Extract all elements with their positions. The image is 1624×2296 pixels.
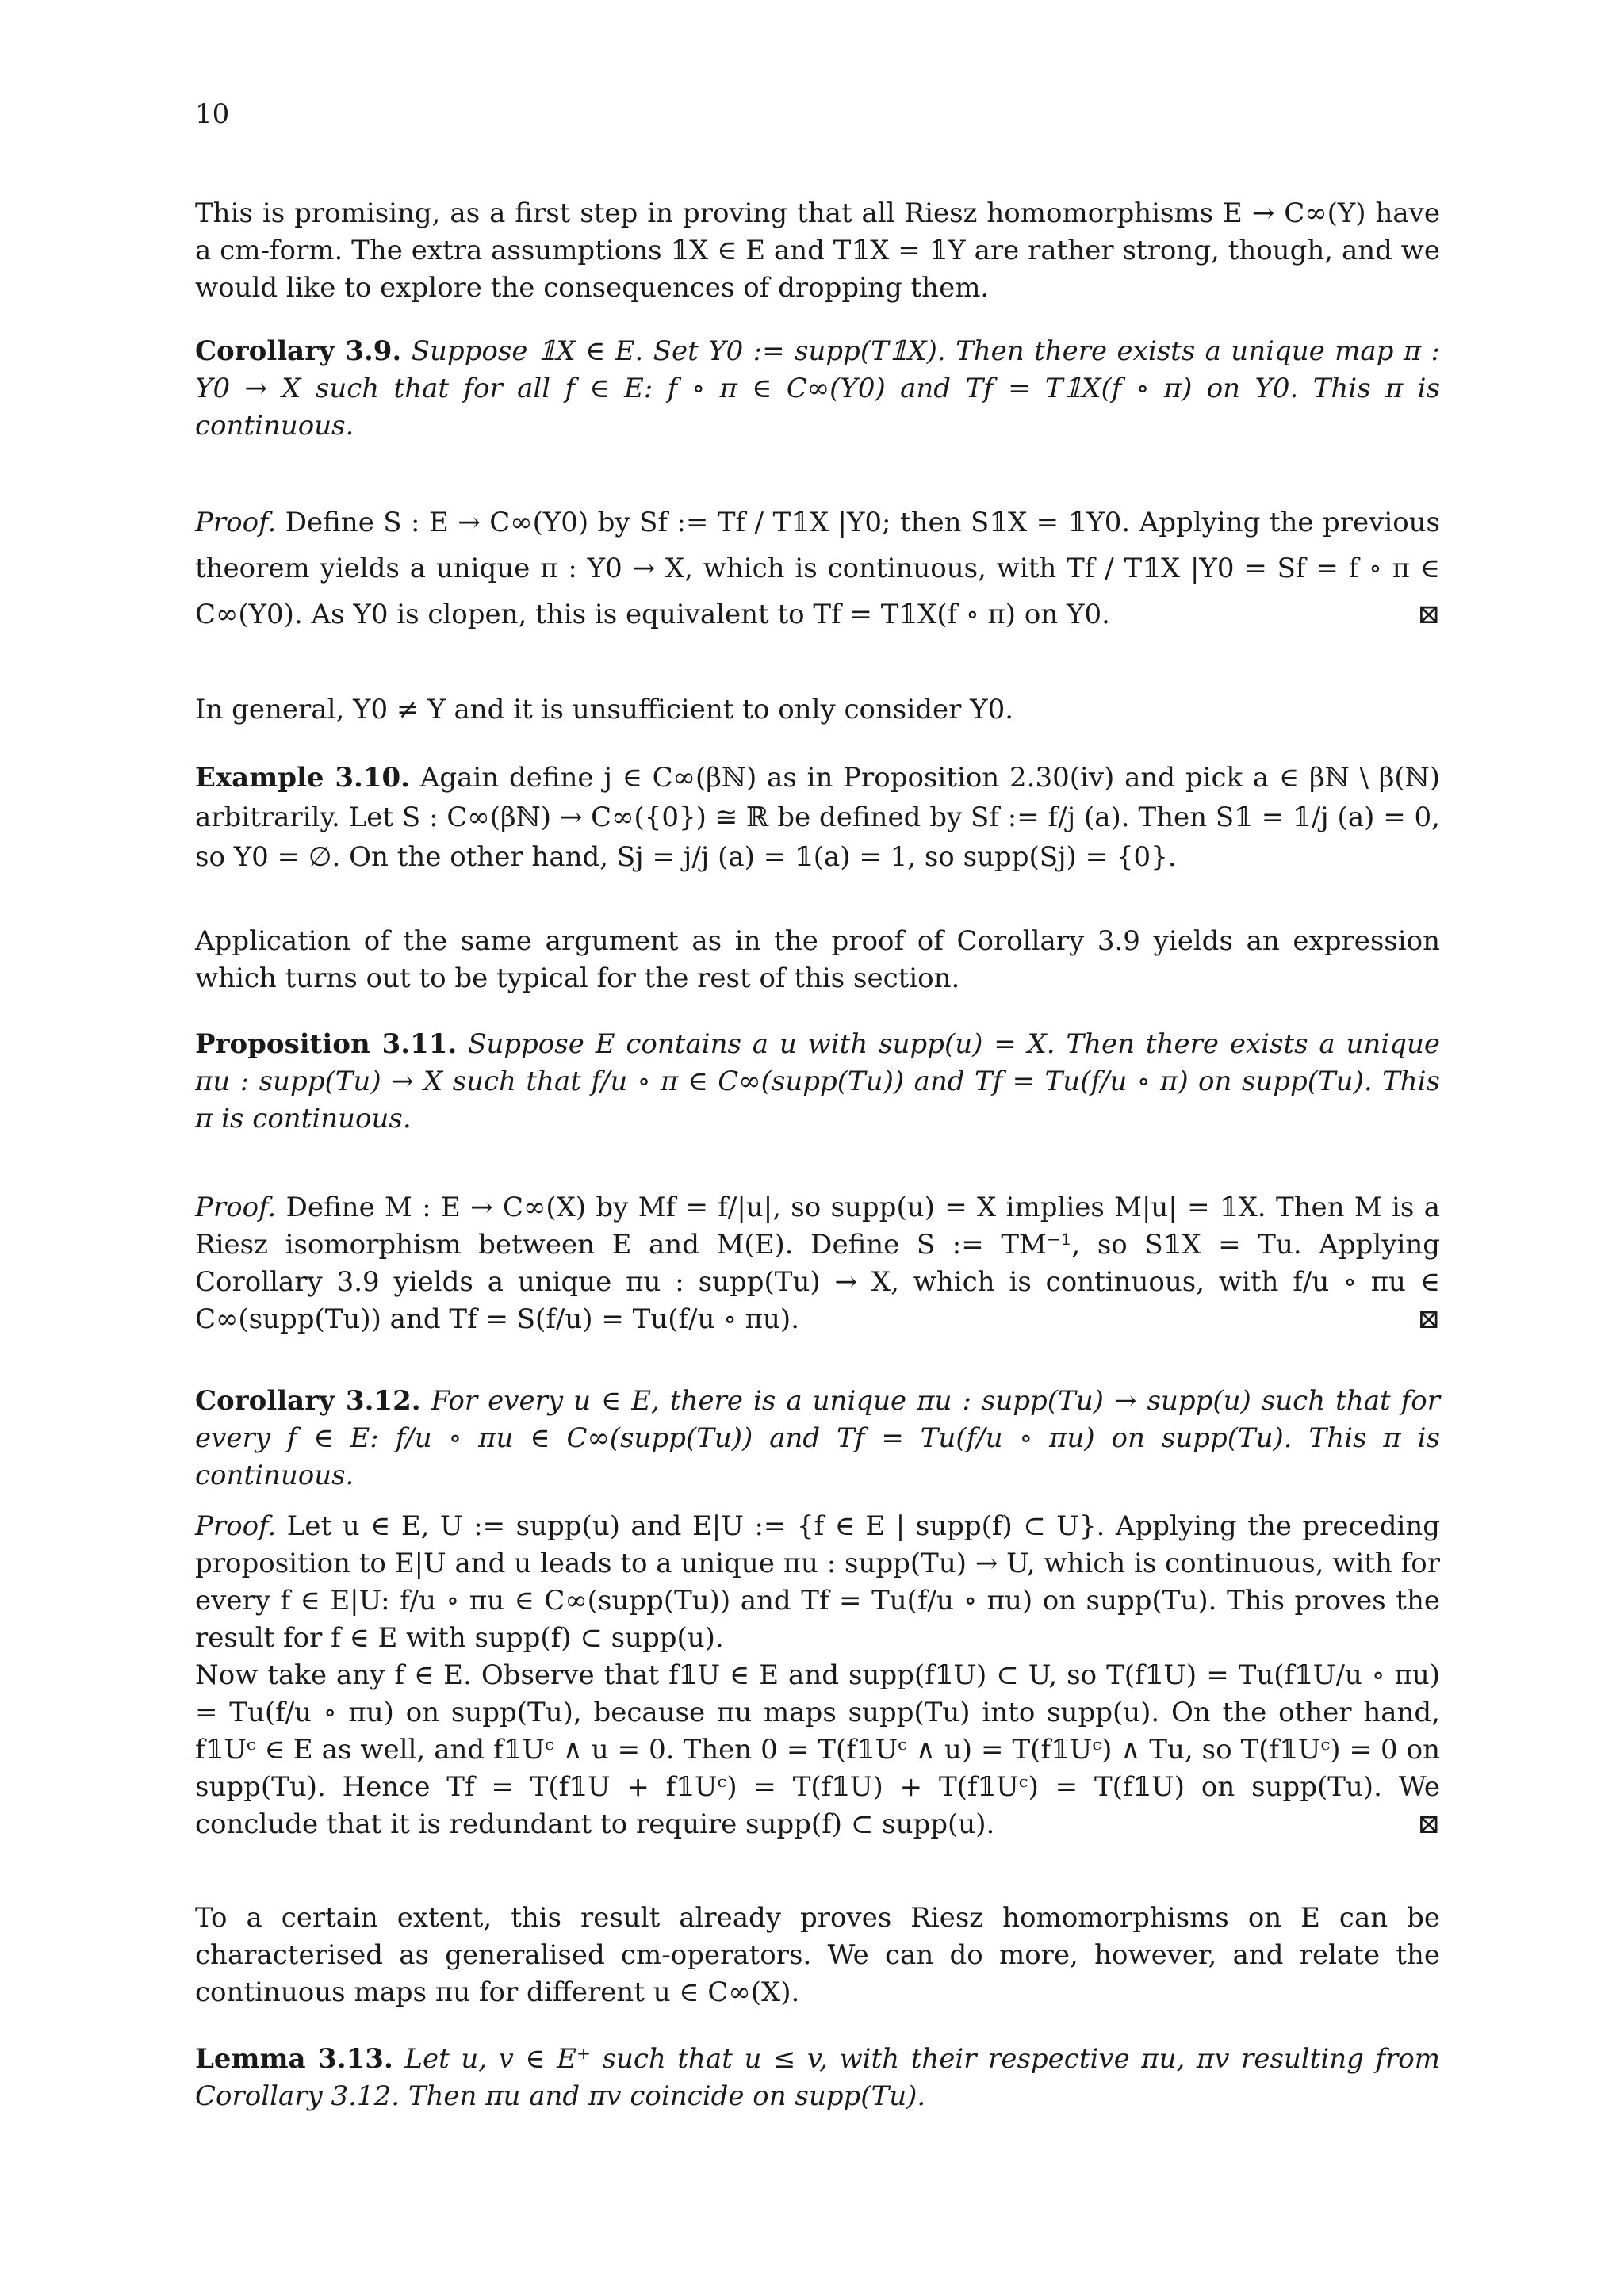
paragraph-application-text: Application of the same argument as in the proof of Corollary 3.9 yields an expression which turns out to be typical for the rest of this section.	[195, 925, 1440, 994]
example-3-10	[195, 758, 1440, 877]
proof-3-9-label: Proof.	[195, 507, 277, 538]
paragraph-application	[195, 923, 1440, 997]
corollary-3-12-label: Corollary 3.12.	[195, 1385, 421, 1417]
proof-3-12-label: Proof.	[195, 1510, 277, 1542]
qed-icon: ⊠	[1417, 1808, 1440, 1840]
corollary-3-9-text: Suppose 𝟙X ∈ E. Set Y0 := supp(T𝟙X). Then there exists a unique map π : Y0 → X such that for all f ∈ E: f ∘ π ∈ C∞(Y0) and Tf = T𝟙X(f ∘ π) on Y0. This π is continuous.	[195, 335, 1441, 442]
paragraph-extent-text: To a certain extent, this result already proves Riesz homomorphisms on E can be characterised as generalised cm-operators. We can do more, however, and relate the continuous maps πu for different u ∈ C∞(X).	[195, 1902, 1440, 2008]
corollary-3-12-text: For every u ∈ E, there is a unique πu : supp(Tu) → supp(u) such that for every f ∈ E: f/u ∘ πu ∈ C∞(supp(Tu)) and Tf = Tu(f/u ∘ πu) on supp(Tu). This π is continuous.	[195, 1385, 1440, 1491]
paragraph-general	[195, 691, 1440, 729]
proof-3-11-label: Proof.	[195, 1192, 277, 1223]
paragraph-intro-text: This is promising, as a first step in proving that all Riesz homomorphisms E → C∞(Y) have a cm-form. The extra assumptions 𝟙X ∈ E and T𝟙X = 𝟙Y are rather strong, though, and we would like to explore the consequences of dropping them.	[195, 197, 1440, 304]
proposition-3-11-text: Suppose E contains a u with supp(u) = X. Then there exists a unique πu : supp(Tu) → X such that f/u ∘ π ∈ C∞(supp(Tu)) and Tf = Tu(f/u ∘ π) on supp(Tu). This π is continuous.	[195, 1028, 1440, 1135]
proof-3-11	[195, 1189, 1440, 1338]
proof-3-12	[195, 1508, 1440, 1843]
proof-3-12-text-2: Now take any f ∈ E. Observe that f𝟙U ∈ E and supp(f𝟙U) ⊂ U, so T(f𝟙U) = Tu(f𝟙U/u ∘ πu) = Tu(f/u ∘ πu) on supp(Tu), because πu maps supp(Tu) into supp(u). On the other hand, f𝟙Uᶜ ∈ E as well, and f𝟙Uᶜ ∧ u = 0. Then 0 = T(f𝟙Uᶜ ∧ u) = T(f𝟙Uᶜ) ∧ Tu, so T(f𝟙Uᶜ) = 0 on supp(Tu). Hence Tf = T(f𝟙U + f𝟙Uᶜ) = T(f𝟙U) + T(f𝟙Uᶜ) = T(f𝟙U) on supp(Tu). We conclude that it is redundant to require supp(f) ⊂ supp(u).	[195, 1659, 1440, 1840]
proposition-3-11	[195, 1026, 1440, 1138]
lemma-3-13-text: Let u, v ∈ E⁺ such that u ≤ v, with their respective πu, πv resulting from Corollary 3.12. Then πu and πv coincide on supp(Tu).	[195, 2043, 1440, 2112]
corollary-3-12	[195, 1383, 1440, 1494]
lemma-3-13	[195, 2041, 1440, 2115]
proof-3-11-text: Define M : E → C∞(X) by Mf = f/|u|, so supp(u) = X implies M|u| = 𝟙X. Then M is a Riesz isomorphism between E and M(E). Define S := TM⁻¹, so S𝟙X = Tu. Applying Corollary 3.9 yields a unique πu : supp(Tu) → X, which is continuous, with f/u ∘ πu ∈ C∞(supp(Tu)) and Tf = S(f/u) = Tu(f/u ∘ πu).	[195, 1192, 1441, 1335]
page-number: 10	[195, 98, 230, 130]
lemma-3-13-label: Lemma 3.13.	[195, 2043, 393, 2075]
paragraph-extent	[195, 1900, 1440, 2011]
example-3-10-label: Example 3.10.	[195, 762, 410, 794]
proof-3-12-text-1: Let u ∈ E, U := supp(u) and E|U := {f ∈ E | supp(f) ⊂ U}. Applying the preceding proposition to E|U and u leads to a unique πu : supp(Tu) → U, which is continuous, with for every f ∈ E|U: f/u ∘ πu ∈ C∞(supp(Tu)) and Tf = Tu(f/u ∘ πu) on supp(Tu). This proves the result for f ∈ E with supp(f) ⊂ supp(u).	[195, 1510, 1440, 1654]
proposition-3-11-label: Proposition 3.11.	[195, 1028, 458, 1060]
example-3-10-text: Again define j ∈ C∞(βℕ) as in Proposition 2.30(iv) and pick a ∈ βℕ \ β(ℕ) arbitrarily. Let S : C∞(βℕ) → C∞({0}) ≅ ℝ be defined by Sf := f/j (a). Then S𝟙 = 𝟙/j (a) = 0, so Y0 = ∅. On the other hand, Sj = j/j (a) = 𝟙(a) = 1, so supp(Sj) = {0}.	[195, 762, 1441, 873]
proof-3-9-text: Define S : E → C∞(Y0) by Sf := Tf / T𝟙X |Y0; then S𝟙X = 𝟙Y0. Applying the previous theorem yields a unique π : Y0 → X, which is continuous, with Tf / T𝟙X |Y0 = Sf = f ∘ π ∈ C∞(Y0). As Y0 is clopen, this is equivalent to Tf = T𝟙X(f ∘ π) on Y0.	[195, 507, 1441, 630]
qed-icon: ⊠	[1417, 599, 1440, 630]
corollary-3-9	[195, 333, 1440, 445]
qed-icon: ⊠	[1417, 1303, 1440, 1335]
proof-3-9	[195, 499, 1440, 637]
corollary-3-9-label: Corollary 3.9.	[195, 335, 402, 367]
paragraph-intro	[195, 195, 1440, 307]
paragraph-general-text: In general, Y0 ≠ Y and it is unsufficient to only consider Y0.	[195, 694, 1014, 725]
